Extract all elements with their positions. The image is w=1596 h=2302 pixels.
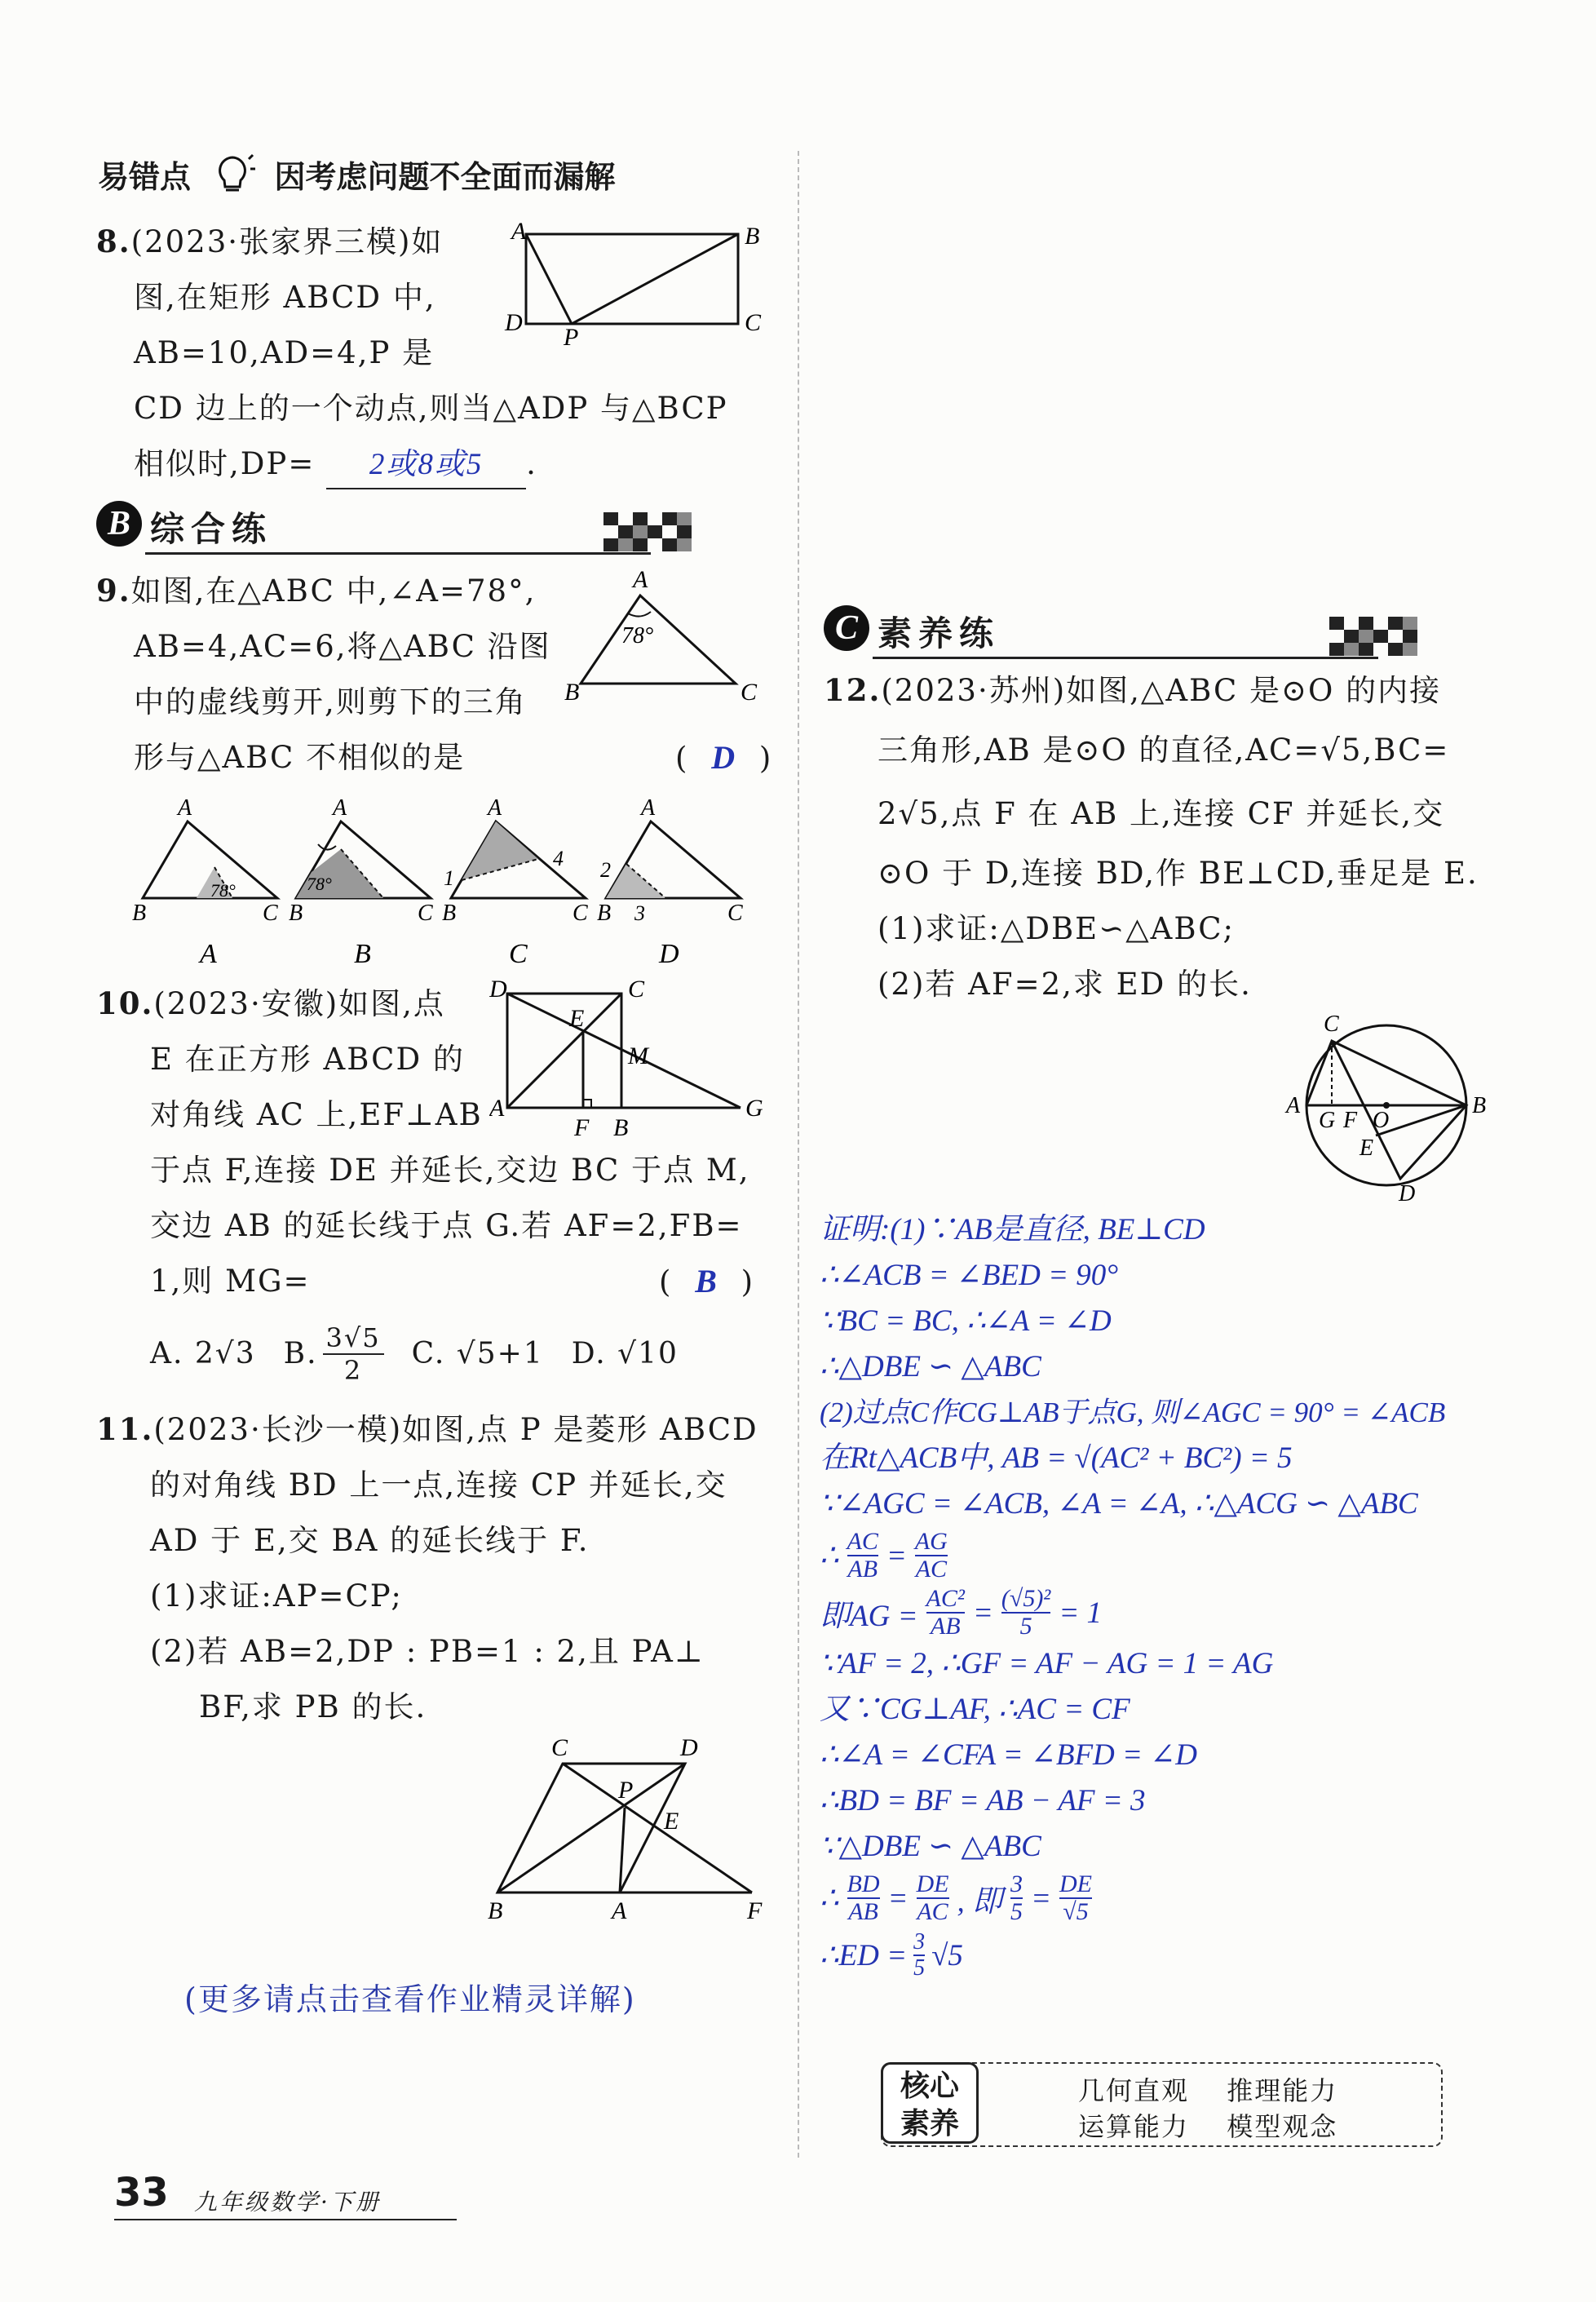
q11-line6: BF,求 PB 的长. (199, 1689, 427, 1724)
q11-rhombus-figure (481, 1738, 775, 1925)
q9-option-d (597, 795, 743, 969)
book-title: 九年级数学·下册 (194, 2189, 381, 2216)
core-item-2: 推理能力 (1227, 2075, 1338, 2106)
solution-line-1: 证明:(1)∵AB是直径, BE⊥CD (820, 1213, 1205, 1246)
q12-line6: (2)若 AF=2,求 ED 的长. (878, 967, 1252, 1002)
svg-text:B: B (289, 901, 303, 926)
svg-text:D: D (1399, 1181, 1416, 1206)
q8-answer: 2或8或5 (369, 448, 484, 481)
q10-line5: 交边 AB 的延长线于点 G.若 AF=2,FB= (150, 1208, 743, 1243)
section-b-title: 综合练 (150, 509, 273, 549)
q10-choice-a: A. 2√3 (150, 1337, 256, 1370)
q11-line3: AD 于 E,交 BA 的延长线于 F. (150, 1523, 590, 1558)
q12-line2: 三角形,AB 是⊙O 的直径,AC=√5,BC= (878, 733, 1450, 768)
q8-line3: AB=10,AD=4,P 是 (134, 335, 435, 370)
solution-line-14: ∵△DBE ∽ △ABC (820, 1830, 1041, 1863)
svg-text:B: B (132, 901, 147, 926)
section-c-badge: C (824, 605, 869, 651)
q10-answer: B (695, 1263, 718, 1299)
q9-line3: 中的虚线剪开,则剪下的三角 (134, 684, 527, 719)
q9-option-d-label: D (659, 939, 679, 969)
svg-text:F: F (1343, 1108, 1358, 1133)
q9-triangle-figure (563, 571, 775, 710)
svg-text:G: G (1319, 1108, 1336, 1133)
checker-pattern-icon (603, 512, 692, 551)
solution-line-4: ∴△DBE ∽ △ABC (820, 1350, 1041, 1383)
page-number: 33 (114, 2170, 169, 2216)
q12-source: (2023·苏州)如图,△ABC 是⊙O 的内接 (881, 673, 1442, 708)
svg-text:C: C (263, 901, 278, 926)
q8-rectangle-figure (493, 216, 771, 347)
core-item-3: 运算能力 (1078, 2111, 1190, 2142)
svg-text:F: F (574, 1114, 590, 1141)
core-literacy-tag: 核心素养 (881, 2062, 979, 2144)
svg-text:C: C (418, 901, 433, 926)
core-literacy-box (881, 2062, 1443, 2147)
q11-line5: (2)若 AB=2,DP : PB=1 : 2,且 PA⊥ (150, 1634, 705, 1669)
section-b-badge: B (96, 501, 142, 547)
solution-line-10: ∵AF = 2, ∴GF = AF − AG = 1 = AG (820, 1647, 1274, 1680)
q8-label-p: P (564, 324, 579, 347)
svg-text:A: A (1286, 1093, 1301, 1118)
svg-text:E: E (664, 1808, 679, 1835)
svg-text:2: 2 (600, 858, 611, 882)
solution-line-13: ∴BD = BF = AB − AF = 3 (820, 1784, 1146, 1817)
q8-label-d: D (505, 309, 523, 336)
q8-line4: CD 边上的一个动点,则当△ADP 与△BCP (134, 391, 728, 426)
checker-pattern-icon (1329, 617, 1417, 656)
q8-label-b: B (745, 223, 760, 250)
q11-number: 11. (96, 1411, 154, 1447)
lightbulb-icon (208, 151, 257, 207)
q10-line4: 于点 F,连接 DE 并延长,交边 BC 于点 M, (150, 1153, 750, 1188)
svg-text:D: D (489, 976, 507, 1003)
solution-line-3: ∵BC = BC, ∴∠A = ∠D (820, 1304, 1112, 1338)
solution-line-5: (2)过点C作CG⊥AB于点G, 则∠AGC = 90° = ∠ACB (820, 1397, 1446, 1428)
svg-text:B: B (442, 901, 457, 926)
svg-text:B: B (1472, 1093, 1487, 1118)
q11-source: (2023·长沙一模)如图,点 P 是菱形 ABCD (153, 1412, 758, 1447)
section-b-header (96, 499, 749, 556)
svg-text:B: B (597, 901, 612, 926)
q11-line2: 的对角线 BD 上一点,连接 CP 并延长,交 (150, 1468, 727, 1503)
solution-line-12: ∴∠A = ∠CFA = ∠BFD = ∠D (820, 1738, 1197, 1772)
q10-line2: E 在正方形 ABCD 的 (150, 1042, 465, 1077)
q9-options-figure (122, 795, 775, 971)
header-text: 因考虑问题不全面而漏解 (274, 159, 616, 195)
q11-line4: (1)求证:AP=CP; (150, 1578, 403, 1614)
solution-line-15: ∴ $\frac{BD}{AB}$ = $\frac{DE}{AC}$ , 即 $\frac{3}{5}$ = $\frac{DE}{√5}$ (820, 1870, 1092, 1925)
q8-end: . (526, 446, 537, 481)
svg-text:F: F (747, 1897, 763, 1924)
solution-line-9: 即AG = $\frac{\text{AC²}}{AB}$ = $\frac{\text{(√5)²}}{5}$ = 1 (820, 1585, 1103, 1640)
svg-text:C: C (1324, 1012, 1339, 1037)
q8-label-c: C (745, 309, 762, 336)
q10-bracket-close: ) (741, 1264, 755, 1299)
svg-text:A: A (488, 795, 502, 821)
svg-text:A: A (489, 1095, 505, 1122)
svg-text:1: 1 (444, 866, 454, 890)
solution-line-8: ∴ $\frac{AC}{AB}$ = $\frac{AG}{AC}$ (820, 1528, 948, 1583)
svg-text:78°: 78° (307, 874, 332, 894)
svg-text:P: P (618, 1777, 634, 1804)
solution-line-16: ∴ED = $\frac{3}{5}$ √5 (820, 1929, 963, 1981)
svg-text:C: C (551, 1738, 568, 1761)
q9-option-a (132, 795, 278, 969)
q8-source: (2023·张家界三模)如 (130, 224, 444, 259)
core-item-4: 模型观念 (1227, 2111, 1338, 2142)
q10-choice-c: C. √5+1 (411, 1337, 544, 1370)
svg-text:E: E (569, 1005, 585, 1032)
q9-option-b (289, 795, 433, 969)
svg-text:A: A (641, 795, 656, 821)
q8-label-a: A (511, 218, 527, 245)
q9-answer: D (711, 739, 737, 776)
q8-line5: 相似时,DP= (134, 446, 316, 481)
svg-text:B: B (613, 1114, 629, 1141)
header-label: 易错点 (98, 159, 192, 195)
q9-option-b-label: B (354, 939, 371, 969)
svg-text:G: G (745, 1095, 763, 1122)
solution-line-7: ∵∠AGC = ∠ACB, ∠A = ∠A, ∴△ACG ∽ △ABC (820, 1487, 1418, 1521)
svg-text:A: A (333, 795, 347, 821)
svg-text:3: 3 (634, 901, 645, 925)
svg-text:A: A (612, 1897, 627, 1924)
q9-line2: AB=4,AC=6,将△ABC 沿图 (134, 629, 551, 664)
svg-text:78°: 78° (210, 880, 236, 901)
q9-line4: 形与△ABC 不相似的是 (134, 740, 466, 775)
solution-line-11: 又∵CG⊥AF, ∴AC = CF (820, 1693, 1130, 1726)
q9-label-b: B (564, 679, 580, 706)
q9-option-a-label: A (200, 939, 217, 969)
q12-line3: 2√5,点 F 在 AB 上,连接 CF 并延长,交 (878, 796, 1445, 831)
svg-text:M: M (628, 1043, 648, 1069)
svg-text:A: A (178, 795, 192, 821)
q10-bracket-open: ( (659, 1264, 673, 1299)
error-point-header (98, 151, 616, 207)
q9-bracket-close: ) (758, 741, 773, 776)
q12-line4: ⊙O 于 D,连接 BD,作 BE⊥CD,垂足是 E. (878, 856, 1479, 891)
q10-choice-b: B. 3√5 2 (284, 1322, 384, 1386)
column-divider (798, 151, 799, 2158)
solution-line-6: 在Rt△ACB中, AB = √(AC² + BC²) = 5 (820, 1441, 1293, 1475)
question-11 (96, 1401, 773, 1735)
q10-line3: 对角线 AC 上,EF⊥AB (150, 1097, 483, 1132)
svg-text:D: D (680, 1738, 698, 1761)
section-c-title: 素养练 (878, 613, 1001, 653)
q10-line6: 1,则 MG= (150, 1264, 311, 1299)
core-item-1: 几何直观 (1078, 2075, 1190, 2106)
q8-number: 8. (96, 224, 131, 259)
q8-line2: 图,在矩形 ABCD 中, (134, 280, 436, 315)
q10-source: (2023·安徽)如图,点 (153, 986, 445, 1021)
q10-choice-d: D. √10 (571, 1337, 679, 1370)
solution-line-2: ∴∠ACB = ∠BED = 90° (820, 1259, 1119, 1292)
q8-answer-blank (326, 441, 526, 489)
q9-label-a: A (633, 571, 648, 593)
q9-number: 9. (96, 573, 131, 609)
question-12 (824, 662, 1558, 1012)
section-c-header (824, 604, 1476, 661)
svg-text:C: C (628, 976, 645, 1003)
q12-circle-figure (1268, 1012, 1505, 1207)
q9-label-c: C (741, 679, 758, 706)
q9-line1: 如图,在△ABC 中,∠A=78°, (130, 573, 537, 609)
q9-option-c (442, 795, 588, 969)
svg-text:O: O (1373, 1108, 1390, 1133)
svg-text:4: 4 (553, 847, 564, 870)
q12-line5: (1)求证:△DBE∽△ABC; (878, 911, 1236, 946)
svg-text:C: C (727, 901, 743, 926)
svg-text:B: B (488, 1897, 503, 1924)
q12-number: 12. (824, 672, 882, 708)
q10-number: 10. (96, 985, 154, 1021)
q9-option-c-label: C (509, 939, 528, 969)
more-details-link[interactable]: (更多请点击查看作业精灵详解) (184, 1981, 636, 2017)
footer-underline (114, 2219, 457, 2220)
q9-bracket-open: ( (675, 741, 689, 776)
svg-text:E: E (1359, 1136, 1374, 1161)
q10-square-figure (489, 972, 771, 1144)
q9-angle: 78° (621, 623, 654, 649)
q12-solution (820, 1207, 1586, 1984)
svg-text:C: C (573, 901, 588, 926)
